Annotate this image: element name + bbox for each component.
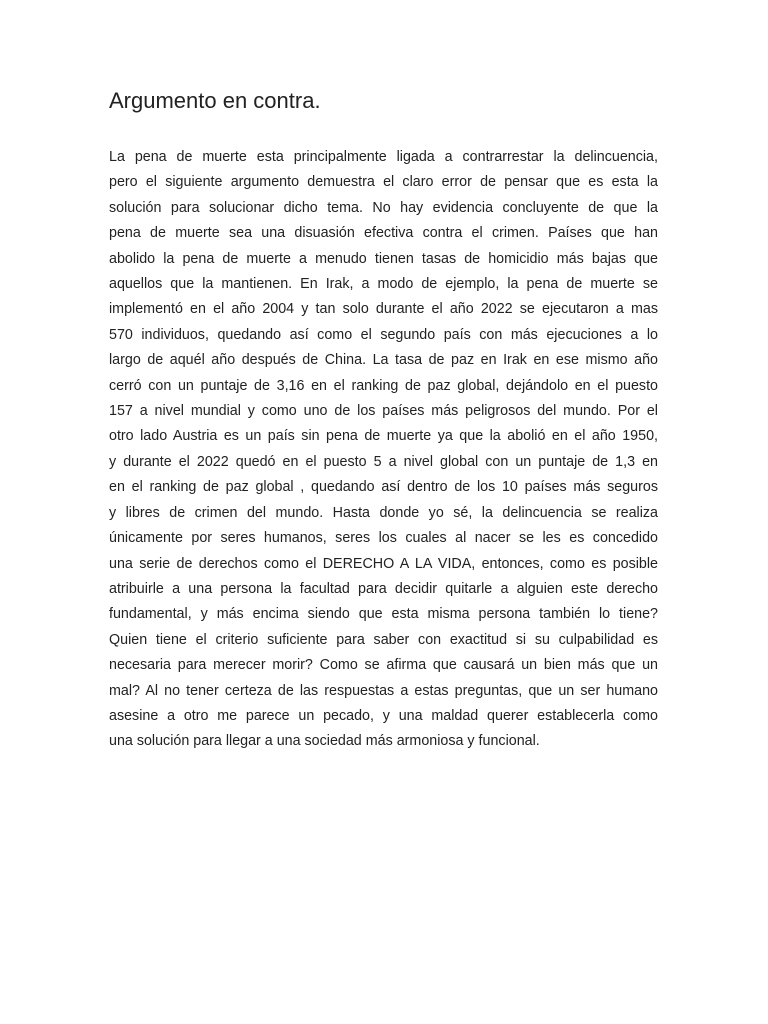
body-line: cerró con un puntaje de 3,16 en el ranking de paz global, dejándolo en el puesto (109, 377, 658, 394)
body-line: y durante el 2022 quedó en el puesto 5 a nivel global con un puntaje de 1,3 en (109, 453, 658, 470)
body-line: únicamente por seres humanos, seres los cuales al nacer se les es concedido (109, 530, 658, 547)
body-line: implementó en el año 2004 y tan solo durante el año 2022 se ejecutaron a mas (109, 301, 658, 318)
body-line: solución para solucionar dicho tema. No hay evidencia concluyente de que la (109, 199, 658, 216)
body-line: en el ranking de paz global , quedando así dentro de los 10 países más seguros (109, 479, 658, 496)
body-line: 570 individuos, quedando así como el segundo país con más ejecuciones a lo (109, 326, 658, 343)
document-body (109, 145, 658, 755)
body-line: otro lado Austria es un país sin pena de muerte ya que la abolió en el año 1950, (109, 428, 658, 445)
body-line: necesaria para merecer morir? Como se afirma que causará un bien más que un (109, 657, 658, 674)
body-line: asesine a otro me parece un pecado, y una maldad querer establecerla como (109, 707, 658, 724)
body-line: una serie de derechos como el DERECHO A LA VIDA, entonces, como es posible (109, 555, 658, 572)
body-line: La pena de muerte esta principalmente ligada a contrarrestar la delincuencia, (109, 149, 658, 165)
body-line: aquellos que la mantienen. En Irak, a modo de ejemplo, la pena de muerte se (109, 276, 658, 293)
body-line: mal? Al no tener certeza de las respuestas a estas preguntas, que un ser humano (109, 682, 658, 699)
body-line: atribuirle a una persona la facultad para decidir quitarle a alguien este derecho (109, 580, 658, 597)
body-line: una solución para llegar a una sociedad más armoniosa y funcional. (109, 733, 540, 750)
body-line: pero el siguiente argumento demuestra el claro error de pensar que es esta la (109, 174, 658, 191)
body-line: y libres de crimen del mundo. Hasta donde yo sé, la delincuencia se realiza (109, 504, 658, 521)
body-line: 157 a nivel mundial y como uno de los países más peligrosos del mundo. Por el (109, 403, 658, 420)
body-line: fundamental, y más encima siendo que esta misma persona también lo tiene? (109, 606, 658, 623)
body-line: abolido la pena de muerte a menudo tienen tasas de homicidio más bajas que (109, 250, 658, 267)
document-title: Argumento en contra. (109, 88, 321, 113)
body-line: pena de muerte sea una disuasión efectiva contra el crimen. Países que han (109, 225, 658, 242)
body-line: largo de aquél año después de China. La tasa de paz en Irak en ese mismo año (109, 352, 658, 369)
body-line: Quien tiene el criterio suficiente para saber con exactitud si su culpabilidad es (109, 631, 658, 648)
